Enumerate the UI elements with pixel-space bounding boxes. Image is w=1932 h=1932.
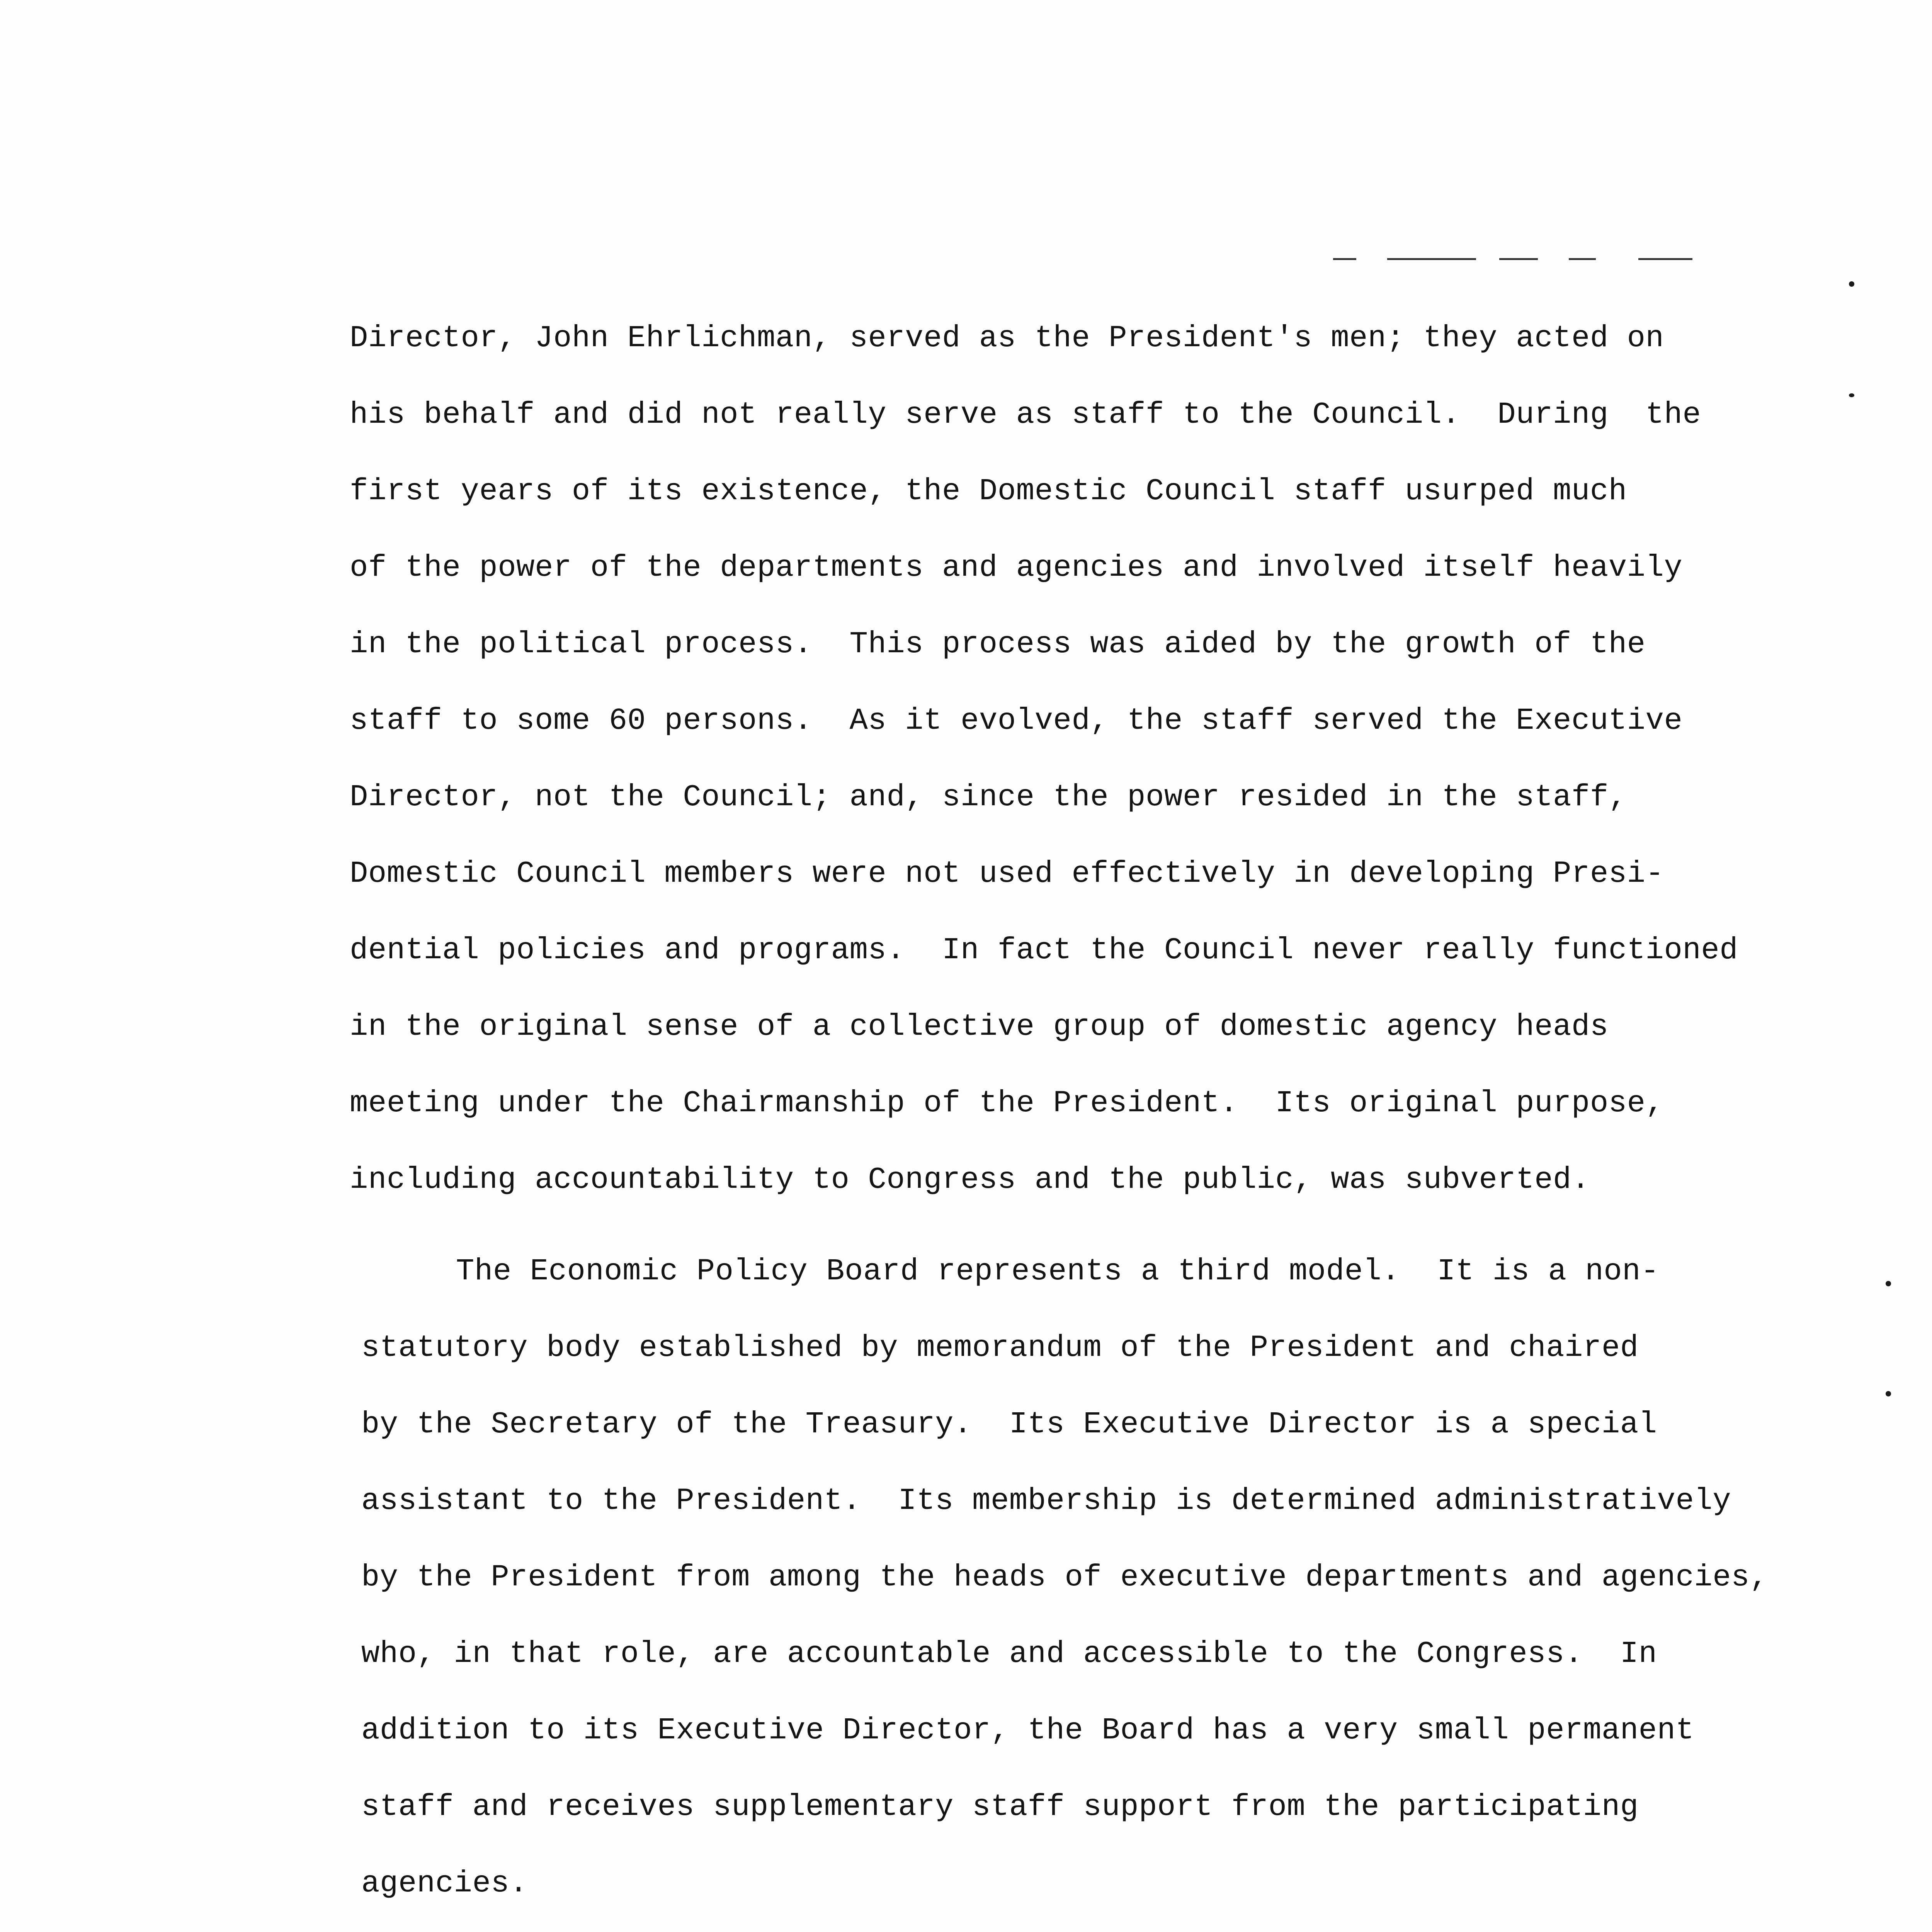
text-line: in the original sense of a collective group of domestic agency heads <box>350 1009 1609 1044</box>
text-line: assistant to the President. Its membership is determined administratively <box>361 1483 1731 1518</box>
header-dash-mark <box>1569 258 1596 260</box>
text-line: staff to some 60 persons. As it evolved, the staff served the Executive <box>350 703 1683 738</box>
text-line: addition to its Executive Director, the Board has a very small permanent <box>361 1713 1694 1748</box>
header-dash-mark <box>1387 258 1476 260</box>
text-line: meeting under the Chairmanship of the President. Its original purpose, <box>350 1086 1664 1121</box>
scan-speck <box>1886 1391 1891 1396</box>
text-line: dential policies and programs. In fact the Council never really functioned <box>350 933 1738 968</box>
text-line: statutory body established by memorandum of the President and chaired <box>361 1330 1639 1365</box>
text-line: Domestic Council members were not used effectively in developing Presi- <box>350 856 1664 891</box>
text-line: who, in that role, are accountable and accessible to the Congress. In <box>361 1636 1657 1671</box>
header-dash-mark <box>1499 258 1538 260</box>
scan-speck <box>1849 281 1854 287</box>
scan-speck <box>1886 1281 1891 1286</box>
text-line: his behalf and did not really serve as staff to the Council. During the <box>350 397 1701 432</box>
text-line: agencies. <box>361 1866 528 1901</box>
text-line: The Economic Policy Board represents a third model. It is a non- <box>456 1254 1660 1289</box>
text-line: Director, not the Council; and, since the power resided in the staff, <box>350 780 1627 815</box>
text-line: by the President from among the heads of executive departments and agencies, <box>361 1560 1768 1595</box>
text-line: first years of its existence, the Domestic Council staff usurped much <box>350 474 1627 509</box>
text-line: including accountability to Congress and the public, was subverted. <box>350 1162 1590 1197</box>
text-line: of the power of the departments and agencies and involved itself heavily <box>350 550 1683 585</box>
text-line: by the Secretary of the Treasury. Its Executive Director is a special <box>361 1407 1657 1442</box>
text-line: Director, John Ehrlichman, served as the President's men; they acted on <box>350 321 1664 355</box>
text-line: staff and receives supplementary staff support from the participating <box>361 1789 1639 1824</box>
header-dash-mark <box>1638 258 1692 260</box>
scan-speck <box>1849 393 1854 397</box>
header-dash-mark <box>1333 258 1356 260</box>
text-line: in the political process. This process was aided by the growth of the <box>350 627 1646 662</box>
